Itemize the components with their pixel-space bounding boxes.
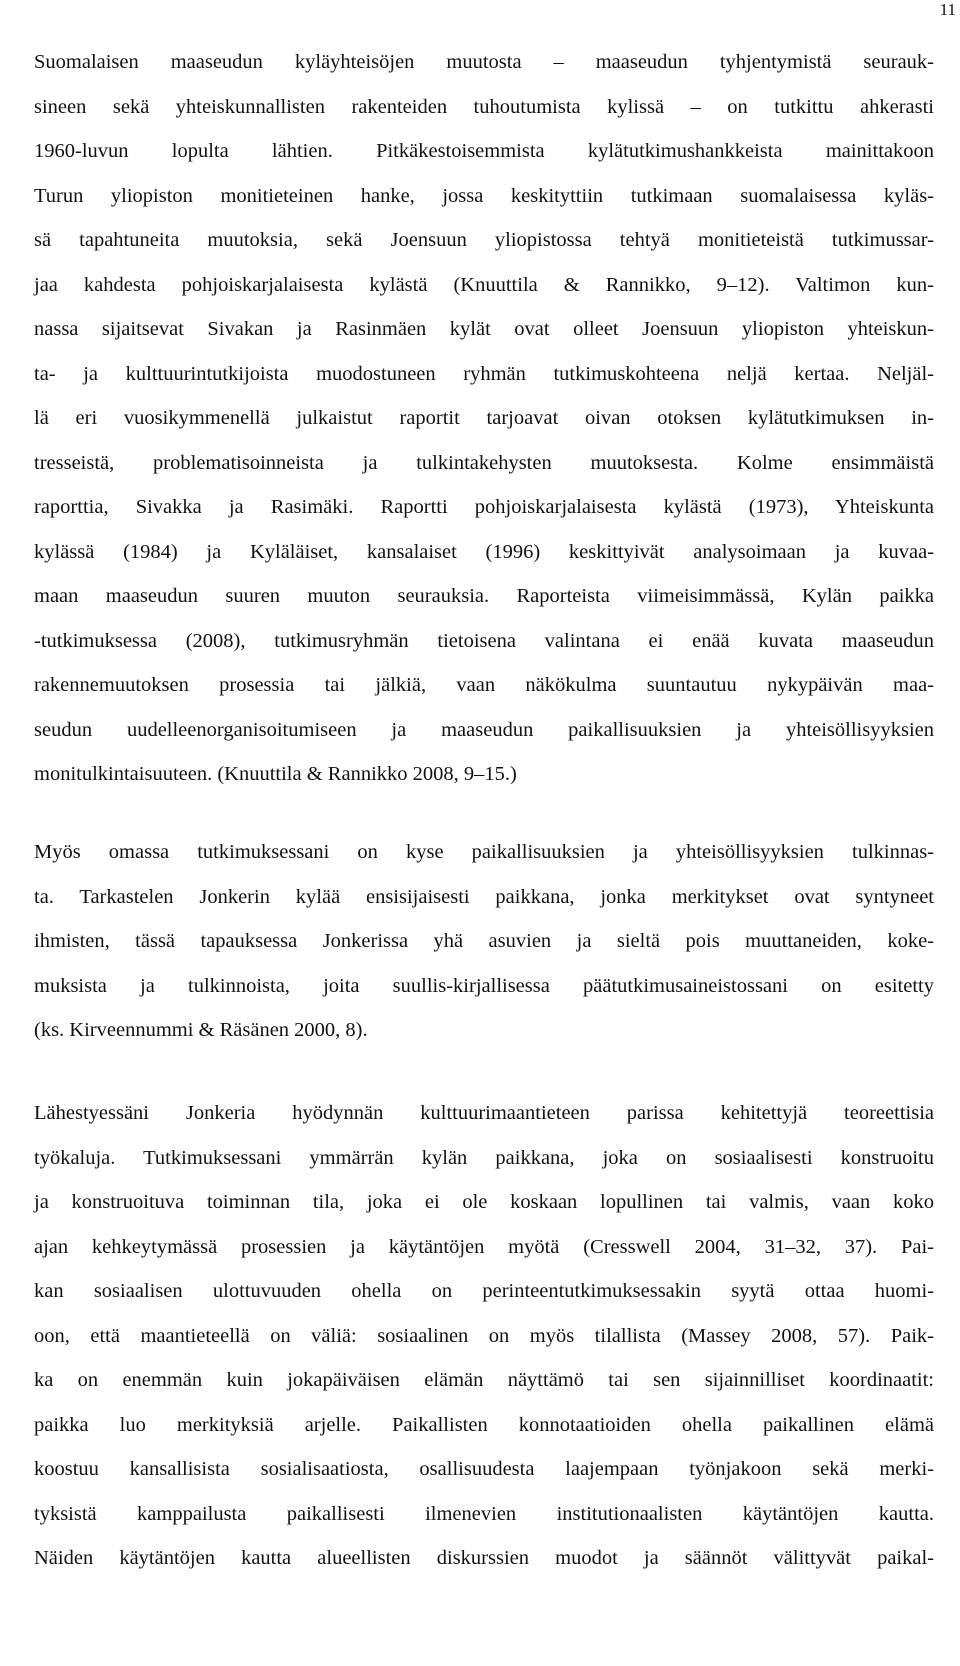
paragraph [34, 830, 934, 1053]
text-line: raporttia, Sivakka ja Rasimäki. Raportti pohjoiskarjalaisesta kylästä (1973), Yhteiskunta [34, 496, 934, 518]
text-line: ta. Tarkastelen Jonkerin kylää ensisijaisesti paikkana, jonka merkitykset ovat syntyneet [34, 885, 934, 908]
text-line: oon, että maantieteellä on väliä: sosiaalinen on myös tilallista (Massey 2008, 57). Paik- [34, 1324, 934, 1347]
text-line: muksista ja tulkinnoista, joita suullis-kirjallisessa päätutkimusaineistossani on esitetty [34, 974, 934, 997]
text-line: ja konstruoituva toiminnan tila, joka ei ole koskaan lopullinen tai valmis, vaan koko [34, 1191, 934, 1213]
text-line: paikka luo merkityksiä arjelle. Paikallisten konnotaatioiden ohella paikallinen elämä [34, 1413, 934, 1436]
text-line: ajan kehkeytymässä prosessien ja käytäntöjen myötä (Cresswell 2004, 31–32, 37). Pai- [34, 1235, 934, 1258]
text-line: ka on enemmän kuin jokapäiväisen elämän näyttämö tai sen sijainnilliset koordinaatit: [34, 1369, 934, 1391]
text-line: rakennemuutoksen prosessia tai jälkiä, vaan näkökulma suuntautuu nykypäivän maa- [34, 674, 934, 696]
paragraph [34, 1091, 934, 1581]
text-line: maan maaseudun suuren muuton seurauksia. Raporteista viimeisimmässä, Kylän paikka [34, 585, 934, 607]
text-line: koostuu kansallisista sosialisaatiosta, osallisuudesta laajempaan työnjakoon sekä merki- [34, 1458, 934, 1480]
text-line: (ks. Kirveennummi & Räsänen 2000, 8). [34, 1019, 368, 1041]
text-line: Myös omassa tutkimuksessani on kyse paikallisuuksien ja yhteisöllisyyksien tulkinnas- [34, 841, 934, 863]
text-line: kan sosiaalisen ulottuvuuden ohella on perinteentutkimuksessakin syytä ottaa huomi- [34, 1280, 934, 1302]
text-line: sä tapahtuneita muutoksia, sekä Joensuun yliopistossa tehtyä monitieteistä tutkimussar- [34, 229, 934, 251]
paragraph [34, 40, 934, 797]
text-line: monitulkintaisuuteen. (Knuuttila & Rannikko 2008, 9–15.) [34, 763, 517, 785]
text-line: seudun uudelleenorganisoitumiseen ja maaseudun paikallisuuksien ja yhteisöllisyyksien [34, 718, 934, 741]
text-line: Suomalaisen maaseudun kyläyhteisöjen muutosta – maaseudun tyhjentymistä seurauk- [34, 51, 934, 73]
text-line: ihmisten, tässä tapauksessa Jonkerissa yhä asuvien ja sieltä pois muuttaneiden, koke- [34, 930, 934, 952]
text-line: tyksistä kamppailusta paikallisesti ilmenevien institutionaalisten käytäntöjen kautta. [34, 1502, 934, 1525]
text-line: sineen sekä yhteiskunnallisten rakenteiden tuhoutumista kylissä – on tutkittu ahkerasti [34, 95, 934, 118]
text-line: Turun yliopiston monitieteinen hanke, jossa keskityttiin tutkimaan suomalaisessa kyläs- [34, 184, 934, 207]
text-line: ta- ja kulttuurintutkijoista muodostuneen ryhmän tutkimuskohteena neljä kertaa. Neljäl- [34, 362, 934, 385]
text-line: työkaluja. Tutkimuksessani ymmärrän kylän paikkana, joka on sosiaalisesti konstruoitu [34, 1146, 934, 1169]
page-number: 11 [939, 0, 956, 19]
text-line: Lähestyessäni Jonkeria hyödynnän kulttuurimaantieteen parissa kehitettyjä teoreettisia [34, 1102, 934, 1124]
text-line: -tutkimuksessa (2008), tutkimusryhmän tietoisena valintana ei enää kuvata maaseudun [34, 629, 934, 652]
text-line: tresseistä, problematisoinneista ja tulkintakehysten muutoksesta. Kolme ensimmäistä [34, 451, 934, 474]
text-line: jaa kahdesta pohjoiskarjalaisesta kylästä (Knuuttila & Rannikko, 9–12). Valtimon kun- [34, 273, 934, 296]
text-line: nassa sijaitsevat Sivakan ja Rasinmäen kylät ovat olleet Joensuun yliopiston yhteiskun- [34, 318, 934, 340]
text-line: Näiden käytäntöjen kautta alueellisten diskurssien muodot ja säännöt välittyvät paikal- [34, 1547, 934, 1569]
text-line: lä eri vuosikymmenellä julkaistut raportit tarjoavat oivan otoksen kylätutkimuksen in- [34, 407, 934, 429]
text-line: 1960-luvun lopulta lähtien. Pitkäkestoisemmista kylätutkimushankkeista mainittakoon [34, 140, 934, 162]
text-line: kylässä (1984) ja Kyläläiset, kansalaiset (1996) keskittyivät analysoimaan ja kuvaa- [34, 540, 934, 563]
